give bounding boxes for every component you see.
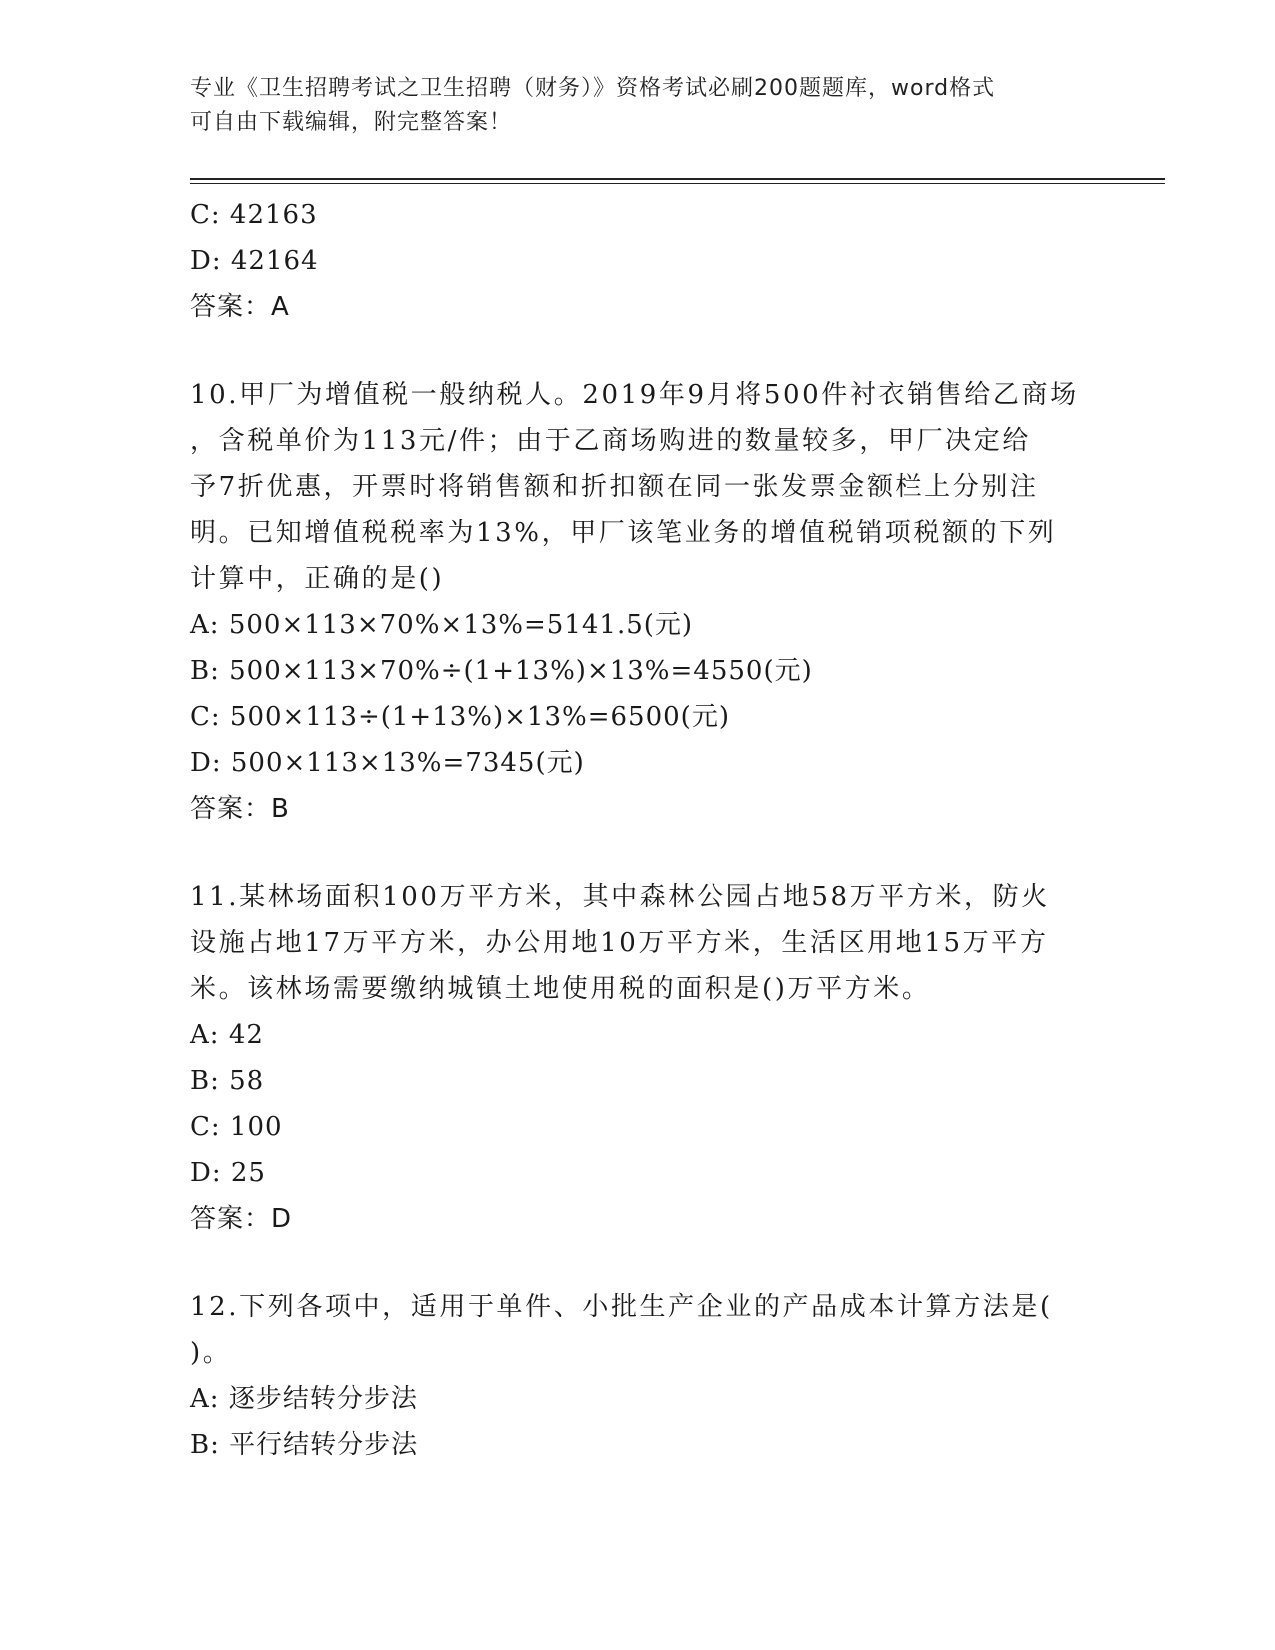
- option-text: 500×113÷(1+13%)×13%=6500(元): [229, 702, 730, 732]
- answer-label: 答案：: [190, 1204, 272, 1234]
- spacer: [190, 1242, 1090, 1284]
- option-c: [190, 1104, 1090, 1150]
- option-label: D:: [190, 1158, 222, 1188]
- option-text: 逐步结转分步法: [228, 1384, 418, 1414]
- answer-value: D: [271, 1204, 292, 1234]
- answer-line: [190, 786, 1090, 832]
- header-divider: [190, 178, 1165, 180]
- answer-label: 答案：: [190, 794, 272, 824]
- header-divider: [190, 183, 1165, 184]
- option-label: B:: [190, 1066, 220, 1096]
- option-text: 58: [229, 1066, 265, 1096]
- question-11: [190, 874, 1090, 1242]
- option-label: D:: [190, 748, 222, 778]
- question-stem-line: 予7折优惠，开票时将销售额和折扣额在同一张发票金额栏上分别注: [190, 472, 1039, 502]
- question-stem-line: 米。该林场需要缴纳城镇土地使用税的面积是()万平方米。: [190, 974, 931, 1004]
- question-12: [190, 1284, 1090, 1468]
- spacer: [190, 330, 1090, 372]
- option-b: [190, 648, 1090, 694]
- question-10: [190, 372, 1090, 832]
- option-text: 平行结转分步法: [229, 1430, 419, 1460]
- question-stem-line: )。: [190, 1338, 232, 1368]
- answer-value: B: [271, 794, 289, 824]
- option-text: 500×113×13%=7345(元): [230, 748, 585, 778]
- option-text: 500×113×70%×13%=5141.5(元): [228, 610, 694, 640]
- option-c: [190, 192, 1090, 238]
- option-d: [190, 238, 1090, 284]
- option-d: [190, 740, 1090, 786]
- option-b: [190, 1058, 1090, 1104]
- question-stem-line: 12.下列各项中，适用于单件、小批生产企业的产品成本计算方法是(: [190, 1292, 1053, 1322]
- option-text: 100: [229, 1112, 283, 1142]
- option-label: C:: [190, 702, 221, 732]
- option-c: [190, 694, 1090, 740]
- header-line: 可自由下载编辑，附完整答案！: [190, 110, 513, 135]
- question-stem-line: 10.甲厂为增值税一般纳税人。2019年9月将500件衬衣销售给乙商场: [190, 380, 1079, 410]
- option-label: B:: [190, 1430, 220, 1460]
- question-stem-line: 11.某林场面积100万平方米，其中森林公园占地58万平方米，防火: [190, 882, 1050, 912]
- option-label: B:: [190, 656, 220, 686]
- question-9-tail: [190, 192, 1090, 330]
- option-label: C:: [190, 1112, 221, 1142]
- answer-label: 答案：: [190, 292, 272, 322]
- option-a: [190, 602, 1090, 648]
- option-text: 42: [228, 1020, 264, 1050]
- answer-line: [190, 1196, 1090, 1242]
- option-text: 25: [230, 1158, 266, 1188]
- spacer: [190, 832, 1090, 874]
- option-label: A:: [190, 610, 220, 640]
- option-label: A:: [190, 1020, 220, 1050]
- option-label: D:: [190, 246, 222, 276]
- option-d: [190, 1150, 1090, 1196]
- answer-value: A: [271, 292, 289, 322]
- header-line: 专业《卫生招聘考试之卫生招聘（财务）》资格考试必刷200题题库，word格式: [190, 76, 996, 101]
- option-text: 42164: [230, 246, 319, 276]
- option-text: 500×113×70%÷(1+13%)×13%=4550(元): [229, 656, 813, 686]
- option-a: [190, 1012, 1090, 1058]
- question-stem-line: 设施占地17万平方米，办公用地10万平方米，生活区用地15万平方: [190, 928, 1049, 958]
- option-b: [190, 1422, 1090, 1468]
- option-a: [190, 1376, 1090, 1422]
- question-stem-line: 计算中，正确的是(): [190, 564, 445, 594]
- answer-line: [190, 284, 1090, 330]
- question-list: [190, 192, 1090, 1468]
- question-stem-line: ，含税单价为113元/件；由于乙商场购进的数量较多，甲厂决定给: [190, 426, 1031, 456]
- page-header: [190, 72, 1090, 140]
- option-label: C:: [190, 200, 221, 230]
- question-stem-line: 明。已知增值税税率为13%，甲厂该笔业务的增值税销项税额的下列: [190, 518, 1057, 548]
- option-text: 42163: [229, 200, 318, 230]
- option-label: A:: [190, 1384, 220, 1414]
